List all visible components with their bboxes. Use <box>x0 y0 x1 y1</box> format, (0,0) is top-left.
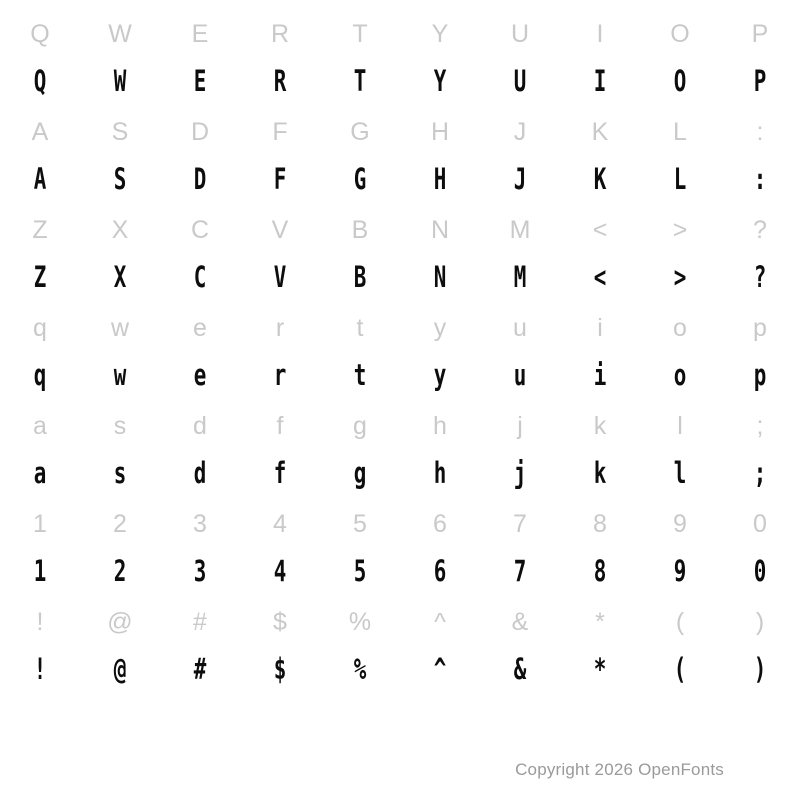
sample-glyph: F <box>273 162 287 196</box>
sample-glyph: u <box>513 358 527 392</box>
sample-glyph: y <box>433 358 447 392</box>
sample-glyph: 2 <box>113 554 127 588</box>
reference-glyph: U <box>510 20 530 48</box>
sample-glyph: ; <box>753 456 767 490</box>
reference-glyph: > <box>672 216 688 244</box>
reference-glyph: # <box>193 608 207 636</box>
reference-glyph: & <box>511 608 529 636</box>
sample-glyph-row <box>0 343 800 392</box>
sample-glyph: Z <box>33 260 47 294</box>
reference-glyph: G <box>350 118 370 146</box>
sample-glyph: ^ <box>433 652 447 686</box>
sample-glyph: L <box>673 162 687 196</box>
reference-glyph: 5 <box>353 510 367 538</box>
sample-glyph: d <box>193 456 207 490</box>
sample-glyph: M <box>513 260 527 294</box>
sample-glyph: w <box>113 358 127 392</box>
reference-glyph: p <box>753 314 767 342</box>
sample-glyph-row <box>0 49 800 98</box>
sample-glyph-row <box>0 441 800 490</box>
sample-glyph: 4 <box>273 554 287 588</box>
reference-glyph-row <box>0 98 800 147</box>
reference-glyph: ^ <box>434 608 446 636</box>
reference-glyph: 8 <box>593 510 607 538</box>
reference-glyph: O <box>670 20 690 48</box>
sample-glyph: f <box>273 456 287 490</box>
sample-glyph: ( <box>673 652 687 686</box>
reference-glyph: B <box>351 216 369 244</box>
sample-glyph: G <box>353 162 367 196</box>
sample-glyph: ) <box>753 652 767 686</box>
sample-glyph: & <box>513 652 527 686</box>
reference-glyph: l <box>677 412 683 440</box>
sample-glyph: U <box>513 64 527 98</box>
sample-glyph: S <box>113 162 127 196</box>
sample-glyph: T <box>353 64 367 98</box>
reference-glyph: o <box>673 314 687 342</box>
sample-glyph: s <box>113 456 127 490</box>
sample-glyph: > <box>673 260 687 294</box>
sample-glyph: p <box>753 358 767 392</box>
sample-glyph: g <box>353 456 367 490</box>
sample-glyph: C <box>193 260 207 294</box>
sample-glyph: l <box>673 456 687 490</box>
reference-glyph: N <box>430 216 450 244</box>
reference-glyph: $ <box>273 608 287 636</box>
reference-glyph: E <box>191 20 209 48</box>
sample-glyph-row <box>0 245 800 294</box>
sample-glyph: P <box>753 64 767 98</box>
reference-glyph: e <box>193 314 207 342</box>
reference-glyph: @ <box>107 608 133 636</box>
sample-glyph: 9 <box>673 554 687 588</box>
reference-glyph: P <box>751 20 769 48</box>
reference-glyph: s <box>113 412 127 440</box>
sample-glyph: V <box>273 260 287 294</box>
sample-glyph: $ <box>273 652 287 686</box>
sample-glyph: ? <box>753 260 767 294</box>
reference-glyph: * <box>595 608 605 636</box>
sample-glyph: B <box>353 260 367 294</box>
reference-glyph: a <box>33 412 47 440</box>
sample-glyph: * <box>593 652 607 686</box>
sample-glyph: 1 <box>33 554 47 588</box>
reference-glyph: i <box>597 314 603 342</box>
sample-glyph: k <box>593 456 607 490</box>
reference-glyph: 1 <box>33 510 47 538</box>
reference-glyph-row <box>0 392 800 441</box>
reference-glyph-row <box>0 294 800 343</box>
sample-glyph: q <box>33 358 47 392</box>
reference-glyph: j <box>517 412 523 440</box>
reference-glyph: S <box>111 118 129 146</box>
reference-glyph: 4 <box>273 510 287 538</box>
sample-glyph: ! <box>33 652 47 686</box>
reference-glyph: u <box>513 314 527 342</box>
sample-glyph: N <box>433 260 447 294</box>
sample-glyph: A <box>33 162 47 196</box>
sample-glyph: o <box>673 358 687 392</box>
reference-glyph: d <box>193 412 207 440</box>
sample-glyph: : <box>753 162 767 196</box>
sample-glyph: E <box>193 64 207 98</box>
sample-glyph: K <box>593 162 607 196</box>
reference-glyph-row <box>0 490 800 539</box>
sample-glyph: a <box>33 456 47 490</box>
reference-glyph: g <box>353 412 367 440</box>
reference-glyph: Q <box>30 20 50 48</box>
sample-glyph: 5 <box>353 554 367 588</box>
reference-glyph: % <box>348 608 372 636</box>
reference-glyph: 6 <box>433 510 447 538</box>
sample-glyph: < <box>593 260 607 294</box>
reference-glyph-row <box>0 0 800 49</box>
sample-glyph: R <box>273 64 287 98</box>
reference-glyph: 2 <box>113 510 127 538</box>
sample-glyph: t <box>353 358 367 392</box>
reference-glyph: 7 <box>513 510 527 538</box>
sample-glyph: H <box>433 162 447 196</box>
reference-glyph: ? <box>753 216 767 244</box>
copyright-notice: Copyright 2026 OpenFonts <box>515 760 724 779</box>
reference-glyph: D <box>190 118 210 146</box>
sample-glyph: I <box>593 64 607 98</box>
sample-glyph: J <box>513 162 527 196</box>
sample-glyph: @ <box>113 652 127 686</box>
sample-glyph: 6 <box>433 554 447 588</box>
reference-glyph: 3 <box>193 510 207 538</box>
reference-glyph-row <box>0 196 800 245</box>
reference-glyph: C <box>190 216 210 244</box>
sample-glyph: j <box>513 456 527 490</box>
reference-glyph: A <box>31 118 49 146</box>
sample-glyph: Y <box>433 64 447 98</box>
sample-glyph: r <box>273 358 287 392</box>
sample-glyph: 3 <box>193 554 207 588</box>
sample-glyph: e <box>193 358 207 392</box>
sample-glyph-row <box>0 637 800 686</box>
sample-glyph: h <box>433 456 447 490</box>
reference-glyph: M <box>509 216 531 244</box>
sample-glyph-row <box>0 147 800 196</box>
reference-glyph: < <box>592 216 608 244</box>
reference-glyph: ; <box>756 412 764 440</box>
sample-glyph: 8 <box>593 554 607 588</box>
reference-glyph: f <box>276 412 284 440</box>
reference-glyph: h <box>433 412 447 440</box>
reference-glyph: ( <box>675 608 685 636</box>
sample-glyph: % <box>353 652 367 686</box>
reference-glyph: 9 <box>673 510 687 538</box>
reference-glyph-row <box>0 588 800 637</box>
reference-glyph: t <box>356 314 364 342</box>
reference-glyph: F <box>272 118 288 146</box>
reference-glyph: R <box>270 20 290 48</box>
reference-glyph: y <box>433 314 447 342</box>
reference-glyph: L <box>673 118 687 146</box>
reference-glyph: k <box>593 412 607 440</box>
reference-glyph: Y <box>431 20 449 48</box>
sample-glyph: W <box>113 64 127 98</box>
reference-glyph: w <box>110 314 130 342</box>
reference-glyph: : <box>756 118 764 146</box>
reference-glyph: I <box>596 20 604 48</box>
reference-glyph: T <box>352 20 368 48</box>
reference-glyph: Z <box>32 216 48 244</box>
reference-glyph: V <box>271 216 289 244</box>
reference-glyph: X <box>111 216 129 244</box>
sample-glyph-row <box>0 539 800 588</box>
sample-glyph: 0 <box>753 554 767 588</box>
sample-glyph: 7 <box>513 554 527 588</box>
reference-glyph: ! <box>36 608 44 636</box>
reference-glyph: J <box>513 118 527 146</box>
reference-glyph: H <box>430 118 450 146</box>
sample-glyph: Q <box>33 64 47 98</box>
sample-glyph: # <box>193 652 207 686</box>
reference-glyph: W <box>108 20 132 48</box>
sample-glyph: X <box>113 260 127 294</box>
reference-glyph: ) <box>755 608 765 636</box>
sample-glyph: i <box>593 358 607 392</box>
reference-glyph: q <box>33 314 47 342</box>
reference-glyph: r <box>275 314 285 342</box>
reference-glyph: 0 <box>753 510 767 538</box>
sample-glyph: D <box>193 162 207 196</box>
reference-glyph: K <box>591 118 609 146</box>
sample-glyph: O <box>673 64 687 98</box>
